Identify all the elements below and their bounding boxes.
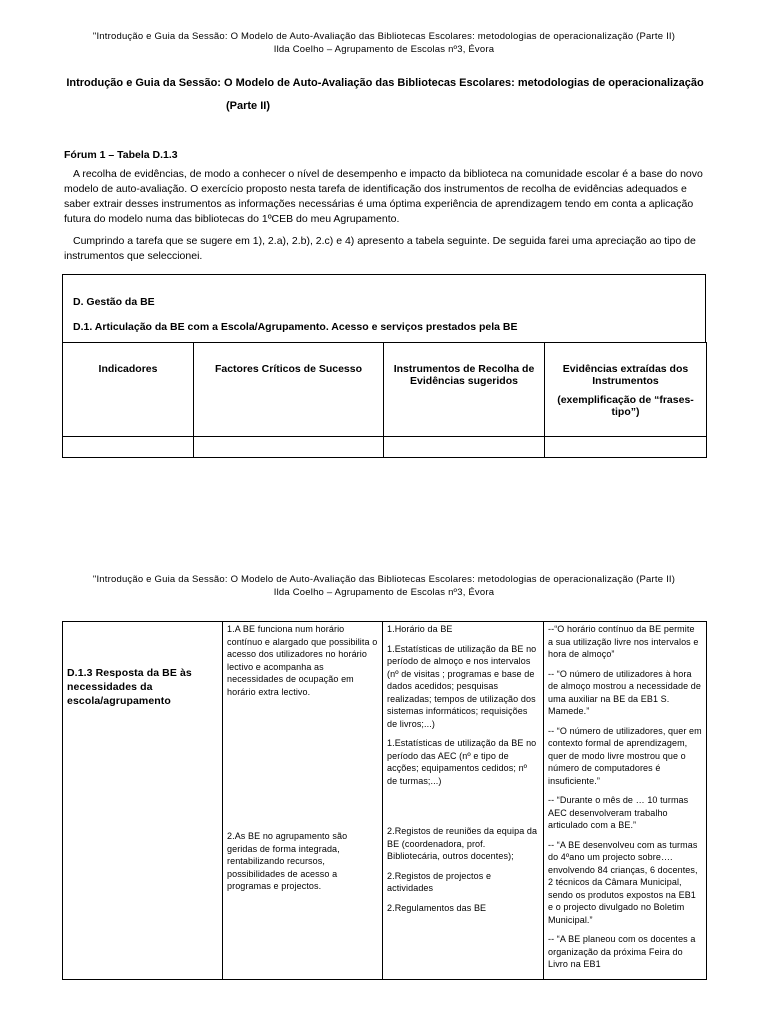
running-header-page2: [0, 573, 768, 599]
header-evidencias-note: (exemplificação de “frases-tipo”): [557, 394, 694, 418]
intro-paragraph: A recolha de evidências, de modo a conhecer o nível de desempenho e impacto da biblioteca na comunidade escolar é a base do novo modelo de auto-avaliação. O exercício proposto nesta tarefa de identificação dos instrumentos de recolha de evidências adequados e saber extrair desses instrumentos as informações necessárias é uma óptima experiência de aprendizagem tendo em conta a aplicação futura do modelo numa das bibliotecas do 1ºCEB do meu Agrupamento.: [64, 168, 703, 225]
instrument-item: 1.Estatísticas de utilização da BE no período das AEC (nº e tipo de acções; equipamentos cedidos; nº de turmas;...): [387, 738, 537, 786]
factor-item: 1.A BE funciona num horário contínuo e alargado que possibilita o acesso dos utilizadores no horário lectivo e acompanha as necessidades de ocupação em horário extra lectivo.: [227, 624, 378, 697]
running-header-author: Ilda Coelho – Agrupamento de Escolas nº3, Évora: [273, 587, 495, 598]
indicator-cell: D.1.3 Resposta da BE às necessidades da escola/agrupamento: [63, 622, 223, 980]
empty-cell: [545, 437, 707, 458]
domain-heading-box: [62, 274, 706, 342]
domain-title: D. Gestão da BE: [73, 296, 155, 308]
factor-item: 2.As BE no agrupamento são geridas de forma integrada, rentabilizando recursos, possibilidades de acesso a programas e projectos.: [227, 831, 348, 891]
header-factores: Factores Críticos de Sucesso: [194, 343, 384, 437]
instrument-item: 2.Registos de reuniões da equipa da BE (coordenadora, prof. Bibliotecária, outros docentes);: [387, 826, 538, 861]
instrument-item: 2.Registos de projectos e actividades: [387, 870, 492, 893]
instrument-item: 1.Estatísticas de utilização da BE no período de almoço e nos intervalos (nº de visitas ; programas e base de dados acedidos; pesquisas realizadas; tempos de utilização dos sistemas informáticos; requisições de livros;...): [387, 643, 537, 729]
running-header-title: "Introdução e Guia da Sessão: O Modelo de Auto-Avaliação das Bibliotecas Escolares: metodologias de operacionalização (Parte II): [92, 574, 676, 585]
evidence-item: -- “Durante o mês de … 10 turmas AEC desenvolveram trabalho articulado com a BE.”: [548, 795, 689, 830]
empty-cell: [63, 437, 194, 458]
instrument-item: 1.Horário da BE: [387, 624, 453, 634]
header-indicadores: Indicadores: [63, 343, 194, 437]
instruments-cell: [383, 622, 544, 980]
factors-cell: [223, 622, 383, 980]
evidence-cell: [544, 622, 707, 980]
document-title: Introdução e Guia da Sessão: O Modelo de Auto-Avaliação das Bibliotecas Escolares: metodologias de operacionalização: [66, 77, 704, 89]
subdomain-title: D.1. Articulação da BE com a Escola/Agrupamento. Acesso e serviços prestados pela BE: [73, 321, 518, 333]
section-title: Fórum 1 – Tabela D.1.3: [64, 149, 178, 161]
evidence-item: --“O horário contínuo da BE permite a sua utilização livre nos intervalos e hora de almoço”: [548, 624, 699, 659]
document-title-part: (Parte II): [226, 100, 271, 112]
evidence-item: -- “O número de utilizadores, quer em contexto formal de aprendizagem, quer de modo livre mostrou que o número de computadores é insuficiente.”: [548, 725, 702, 786]
task-paragraph: Cumprindo a tarefa que se sugere em 1), 2.a), 2.b), 2.c) e 4) apresento a tabela seguinte. De seguida farei uma apreciação ao tipo de instrumentos que seleccionei.: [64, 235, 696, 262]
header-evidencias: [545, 343, 707, 437]
evidence-table: [62, 621, 707, 980]
instrument-item: 2.Regulamentos das BE: [387, 902, 487, 913]
header-instrumentos: Instrumentos de Recolha de Evidências sugeridos: [384, 343, 545, 437]
evidence-item: -- “A BE desenvolveu com as turmas do 4ºano um projecto sobre…. envolvendo 84 crianças, 6 docentes, 2 técnicos da Câmara Municipal, sendo os produtos expostos na EB1 e o projecto divulgado no Boletim Municipal.”: [548, 839, 698, 925]
evidence-item: -- “A BE planeou com os docentes a organização da próxima Feira do Livro na EB1: [548, 934, 696, 969]
header-evidencias-title: Evidências extraídas dos Instrumentos: [562, 363, 689, 387]
evidence-table-header: [62, 342, 707, 458]
empty-cell: [384, 437, 545, 458]
running-header-title: "Introdução e Guia da Sessão: O Modelo de Auto-Avaliação das Bibliotecas Escolares: metodologias de operacionalização (Parte II): [92, 31, 676, 42]
evidence-item: -- “O número de utilizadores à hora de almoço mostrou a necessidade de uma auxiliar na BE da EB1 S. Mamede.”: [548, 668, 701, 716]
running-header: [0, 30, 768, 56]
empty-cell: [194, 437, 384, 458]
running-header-author: Ilda Coelho – Agrupamento de Escolas nº3, Évora: [273, 44, 495, 55]
